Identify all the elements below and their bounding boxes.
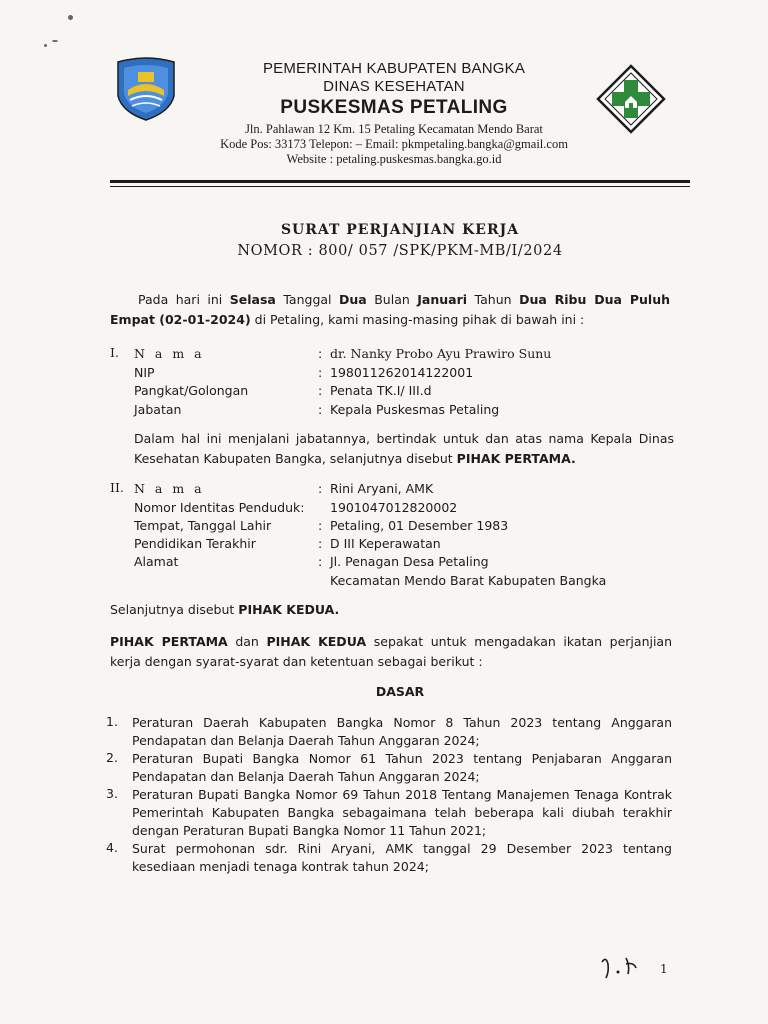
party-one-numeral: I.	[110, 345, 119, 360]
party-one-rank: Penata TK.I/ III.d	[330, 383, 432, 398]
party-two-address-label: Alamat	[134, 554, 179, 569]
colon: :	[318, 554, 323, 569]
letterhead-institution: PUSKESMAS PETALING	[280, 97, 508, 118]
party-two-nik-label: Nomor Identitas Penduduk:	[134, 500, 305, 515]
document-number: NOMOR : 800/ 057 /SPK/PKM-MB/I/2024	[237, 243, 563, 259]
further-referred-paragraph: Selanjutnya disebut PIHAK KEDUA.	[110, 602, 340, 617]
party-two-education-label: Pendidikan Terakhir	[134, 536, 256, 551]
party-two-education: D III Keperawatan	[330, 536, 441, 551]
agreement-paragraph: PIHAK PERTAMA dan PIHAK KEDUA sepakat untuk mengadakan ikatan perjanjian kerja dengan syarat-syarat dan ketentuan sebagai berikut :	[110, 634, 673, 669]
list-item-number: 2.	[106, 750, 118, 765]
list-item: Surat permohonan sdr. Rini Aryani, AMK tanggal 29 Desember 2023 tentang kesediaan menjadi tenaga kontrak tahun 2024;	[132, 841, 672, 874]
letterhead-department: DINAS KESEHATAN	[323, 78, 465, 95]
list-item-number: 1.	[106, 714, 118, 729]
letterhead-rule-thin	[110, 186, 690, 187]
party-one-description: Dalam hal ini menjalani jabatannya, bertindak untuk dan atas nama Kepala Dinas Kesehatan Kabupaten Bangka, selanjutnya disebut PIHAK PERTAMA.	[134, 431, 674, 466]
list-item-number: 3.	[106, 786, 118, 801]
document-title: SURAT PERJANJIAN KERJA	[280, 222, 520, 238]
party-two-name: Rini Aryani, AMK	[330, 481, 434, 496]
letterhead-contact: Kode Pos: 33173 Telepon: – Email: pkmpetaling.bangka@gmail.com	[220, 137, 568, 151]
party-two-birth-label: Tempat, Tanggal Lahir	[134, 518, 272, 533]
opening-paragraph: Pada hari ini Selasa Tanggal Dua Bulan Januari Tahun Dua Ribu Dua Puluh Empat (02-01-2024) di Petaling, kami masing-masing pihak di bawah ini :	[110, 292, 671, 327]
letterhead-website: Website : petaling.puskesmas.bangka.go.id	[286, 152, 502, 166]
colon: :	[318, 383, 323, 398]
party-two-birth: Petaling, 01 Desember 1983	[330, 518, 509, 533]
party-one-rank-label: Pangkat/Golongan	[134, 383, 249, 398]
colon: :	[318, 365, 323, 380]
list-item: Peraturan Bupati Bangka Nomor 69 Tahun 2018 Tentang Manajemen Tenaga Kontrak Pemerintah Kabupaten Bangka sebagaimana telah beberapa kali diubah terakhir dengan Peraturan Bupati Bangka Nomor 11 Tahun 2021;	[132, 787, 672, 838]
list-item: Peraturan Bupati Bangka Nomor 61 Tahun 2023 tentang Penjabaran Anggaran Pendapatan dan Belanja Daerah Tahun Anggaran 2024;	[132, 751, 672, 784]
letterhead-address: Jln. Pahlawan 12 Km. 15 Petaling Kecamatan Mendo Barat	[245, 122, 543, 136]
party-one-position: Kepala Puskesmas Petaling	[330, 402, 500, 417]
scan-speck	[68, 15, 73, 20]
scan-speck	[44, 44, 47, 47]
colon: :	[318, 346, 323, 361]
colon: :	[318, 518, 323, 533]
bangka-regency-crest-icon	[110, 56, 182, 122]
party-two-address-line2: Kecamatan Mendo Barat Kabupaten Bangka	[330, 573, 607, 588]
party-one-name: dr. Nanky Probo Ayu Prawiro Sunu	[330, 346, 552, 361]
party-two-address-line1: Jl. Penagan Desa Petaling	[330, 554, 489, 569]
party-two-numeral: II.	[110, 480, 124, 495]
page-number: 1	[660, 962, 668, 976]
initials-signature-icon	[596, 952, 646, 982]
party-one-nip-label: NIP	[134, 365, 155, 380]
list-item-number: 4.	[106, 840, 118, 855]
colon: :	[318, 481, 323, 496]
letterhead	[180, 60, 608, 167]
party-one-nip: 198011262014122001	[330, 365, 474, 380]
puskesmas-logo-icon	[596, 64, 666, 134]
party-one-position-label: Jabatan	[134, 402, 182, 417]
colon: :	[318, 402, 323, 417]
party-two-name-label: N a m a	[134, 481, 205, 496]
letterhead-rule-thick	[110, 180, 690, 183]
colon: :	[318, 536, 323, 551]
party-one-name-label: N a m a	[134, 346, 205, 361]
letterhead-government: PEMERINTAH KABUPATEN BANGKA	[262, 60, 526, 77]
list-item: Peraturan Daerah Kabupaten Bangka Nomor 8 Tahun 2023 tentang Anggaran Pendapatan dan Belanja Daerah Tahun Anggaran 2024;	[132, 715, 672, 748]
basis-heading: DASAR	[375, 684, 425, 699]
party-two-nik: 1901047012820002	[330, 500, 458, 515]
scan-speck	[52, 40, 58, 42]
